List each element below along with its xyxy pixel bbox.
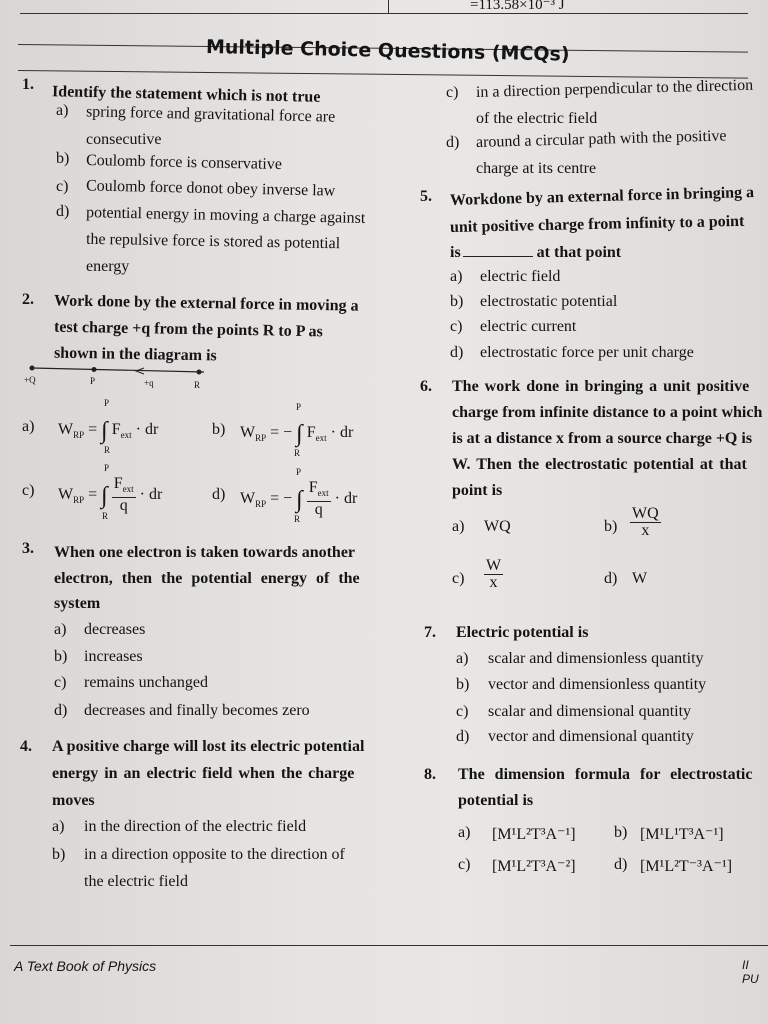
q6-line-4: W. Then the electrostatic potential at that (452, 456, 747, 473)
q5-d-text: electrostatic force per unit charge (480, 344, 694, 361)
q6-c-label: c) (452, 570, 465, 587)
q1-number: 1. (22, 76, 34, 93)
q7-text: Electric potential is (456, 624, 589, 641)
q6-line-2: charge from infinite distance to a point which (452, 404, 763, 421)
q2-line-2: test charge +q from the points R to P as (53, 318, 323, 341)
q6-b-label: b) (604, 518, 618, 535)
q3-d-label: d) (54, 702, 68, 719)
q5-b-label: b) (450, 293, 464, 310)
q6-number: 6. (420, 378, 432, 395)
rp-subscript: RP (73, 494, 85, 505)
q5-c-label: c) (450, 318, 463, 335)
q2-a-upper: P (104, 398, 110, 408)
q4-c-text-2: of the electric field (476, 110, 598, 127)
q7-c-text: scalar and dimensional quantity (488, 703, 692, 720)
q6-b-denominator: x (641, 522, 650, 539)
q5-blank (463, 256, 533, 257)
q6-a-label: a) (452, 518, 465, 535)
q3-a-label: a) (54, 621, 67, 638)
q4-line-2: energy in an electric field when the charge (52, 765, 355, 782)
w-symbol: W (240, 489, 256, 507)
diagram-line (32, 368, 204, 372)
dr-symbol: · dr (334, 489, 358, 507)
integral-icon: ∫ (101, 482, 108, 509)
q8-line-2: potential is (458, 792, 534, 809)
q1-d-label: d) (56, 203, 70, 220)
fraction (112, 476, 136, 514)
q1-a-text-2: consecutive (86, 131, 162, 148)
integral-icon: ∫ (296, 421, 303, 447)
q6-b-fraction (630, 506, 661, 539)
q1-text: Identify the statement which is not true (51, 83, 321, 106)
q4-b-text-2: the electric field (84, 873, 188, 890)
q4-d-label: d) (446, 134, 460, 151)
q8-b-text: [M¹L¹T³A⁻¹] (640, 826, 724, 843)
f-symbol: F (113, 475, 123, 492)
q6-line-3: is at a distance x from a source charge +Q is (452, 430, 753, 447)
fraction (307, 480, 331, 518)
q1-b-label: b) (56, 150, 70, 167)
q1-b-text: Coulomb force is conservative (85, 151, 283, 174)
integral-icon: ∫ (296, 486, 303, 513)
q6-c-denominator: x (489, 574, 498, 591)
q8-c-label: c) (458, 856, 471, 873)
q2-c-lower: R (102, 511, 109, 521)
q3-c-text: remains unchanged (84, 674, 208, 691)
ext-subscript: ext (120, 430, 132, 441)
dr-symbol: · dr (139, 485, 163, 503)
q8-d-text: [M¹L²T⁻³A⁻¹] (640, 858, 733, 875)
diagram-label-R: R (194, 380, 201, 390)
q6-c-numerator: W (486, 557, 502, 574)
q2-b-label: b) (212, 421, 226, 438)
q5-number: 5. (420, 188, 432, 205)
footer-class-label: II PU (742, 958, 759, 986)
q4-b-text: in a direction opposite to the direction of (84, 846, 345, 863)
q8-number: 8. (424, 766, 436, 783)
q8-c-text: [M¹L²T³A⁻²] (492, 858, 576, 875)
q1-d-text-3: energy (86, 258, 130, 275)
q8-a-label: a) (458, 824, 471, 841)
q4-line-3: moves (52, 792, 95, 809)
diagram-label-P: P (90, 376, 96, 386)
f-symbol: F (306, 424, 316, 441)
w-symbol: W (58, 421, 74, 438)
q2-d-lower: R (294, 514, 301, 524)
q4-b-label: b) (52, 846, 66, 863)
top-equation: =113.58×10⁻³ J (470, 0, 565, 13)
q5-d-label: d) (450, 344, 464, 361)
diagram-label-q: +q (144, 378, 154, 388)
q2-b-formula: $W_{RP}$ = − ∫ $F_{ext}$ · dr (240, 421, 354, 447)
f-symbol: F (111, 421, 121, 438)
q4-c-text: in a direction perpendicular to the direction (475, 76, 754, 101)
ext-subscript: ext (122, 484, 134, 495)
q5-a-text: electric field (480, 268, 561, 285)
q2-d-upper: P (296, 467, 302, 477)
ext-subscript: ext (317, 488, 329, 499)
q2-c-formula: $W_{RP}$ = ∫ $\frac{F_{ext}}{q}$ · dr (58, 475, 163, 515)
q5-line-1: Workdone by an external force in bringing a (449, 184, 755, 209)
q3-a-text: decreases (84, 621, 146, 638)
q7-d-text: vector and dimensional quantity (488, 728, 694, 745)
charge-diagram (24, 360, 214, 390)
q3-d-text: decreases and finally becomes zero (84, 702, 310, 719)
q4-number: 4. (20, 738, 32, 755)
q1-d-text-2: the repulsive force is stored as potential (85, 230, 341, 253)
dr-symbol: · dr (330, 424, 354, 441)
q2-b-upper: P (296, 402, 302, 412)
q7-b-text: vector and dimensionless quantity (488, 676, 707, 693)
diagram-label-Q: +Q (24, 375, 36, 385)
q3-number: 3. (22, 540, 34, 557)
q2-d-label: d) (212, 486, 226, 503)
q3-b-text: increases (84, 648, 143, 665)
q5-b-text: electrostatic potential (480, 293, 618, 310)
q2-a-label: a) (22, 418, 35, 435)
q-symbol: q (119, 497, 128, 515)
q2-a-formula: $W_{RP}$ = ∫ $F_{ext}$ · dr (58, 418, 159, 444)
q7-a-label: a) (456, 650, 469, 667)
q2-line-3: shown in the diagram is (53, 344, 217, 365)
q6-d-text: W (632, 570, 648, 587)
q4-a-text: in the direction of the electric field (84, 818, 307, 835)
q4-d-text: around a circular path with the positive (475, 127, 727, 151)
q4-line-1: A positive charge will lost its electric potential (52, 738, 365, 755)
q8-d-label: d) (614, 856, 628, 873)
footer-book-title: A Text Book of Physics (14, 958, 157, 974)
rp-subscript: RP (255, 498, 267, 509)
q6-a-text: WQ (484, 518, 511, 535)
footer-rule (10, 945, 768, 946)
top-tick (388, 0, 389, 14)
q5-blank-post: at that point (536, 244, 622, 261)
q5-line-2: unit positive charge from infinity to a point (449, 212, 745, 236)
section-heading: Multiple Choice Questions (MCQs) (205, 36, 570, 66)
q7-number: 7. (424, 624, 436, 641)
rp-subscript: RP (255, 433, 267, 444)
q6-d-label: d) (604, 570, 618, 587)
q1-c-label: c) (56, 178, 69, 195)
q3-line-2: electron, then the potential energy of the (54, 570, 360, 587)
q3-line-3: system (54, 595, 101, 612)
ext-subscript: ext (315, 433, 327, 444)
q3-b-label: b) (54, 648, 68, 665)
q4-c-label: c) (446, 84, 459, 101)
rp-subscript: RP (73, 430, 85, 441)
integral-icon: ∫ (101, 418, 108, 444)
q1-a-text: spring force and gravitational force are (85, 103, 336, 126)
q2-line-1: Work done by the external force in moving a (53, 292, 359, 315)
q2-c-label: c) (22, 482, 35, 499)
q7-a-text: scalar and dimensionless quantity (488, 650, 704, 667)
q6-c-fraction (484, 558, 503, 591)
q6-line-5: point is (452, 482, 503, 499)
q-symbol: q (314, 501, 323, 519)
q4-d-text-2: charge at its centre (476, 160, 597, 177)
top-rule (20, 13, 748, 14)
q8-b-label: b) (614, 824, 628, 841)
point-P (92, 367, 97, 372)
q2-b-lower: R (294, 448, 301, 458)
q1-a-label: a) (56, 102, 69, 119)
q7-c-label: c) (456, 703, 469, 720)
q5-a-label: a) (450, 268, 463, 285)
q6-b-numerator: WQ (632, 505, 659, 522)
dr-symbol: · dr (135, 421, 159, 438)
heading-rule-bottom (18, 70, 748, 79)
point-R (197, 370, 202, 375)
q2-c-upper: P (104, 463, 110, 473)
q4-a-label: a) (52, 818, 65, 835)
q7-d-label: d) (456, 728, 470, 745)
w-symbol: W (58, 485, 74, 503)
q6-line-1: The work done in bringing a unit positive (452, 378, 750, 395)
q5-c-text: electric current (480, 318, 577, 335)
q5-line-3 (450, 244, 621, 262)
point-Q (30, 366, 35, 371)
q8-a-text: [M¹L²T³A⁻¹] (492, 826, 576, 843)
q1-d-text: potential energy in moving a charge against (85, 204, 366, 227)
q3-c-label: c) (54, 674, 67, 691)
w-symbol: W (240, 424, 256, 441)
q3-line-1: When one electron is taken towards another (54, 544, 356, 561)
q2-a-lower: R (104, 445, 111, 455)
q2-number: 2. (22, 291, 34, 308)
q7-b-label: b) (456, 676, 470, 693)
q2-d-formula: $W_{RP}$ = − ∫ $\frac{F_{ext}}{q}$ · dr (240, 479, 358, 519)
q5-blank-pre: is (450, 244, 461, 261)
q8-line-1: The dimension formula for electrostatic (458, 766, 753, 783)
q1-c-text: Coulomb force donot obey inverse law (85, 177, 336, 200)
f-symbol: F (308, 479, 318, 496)
